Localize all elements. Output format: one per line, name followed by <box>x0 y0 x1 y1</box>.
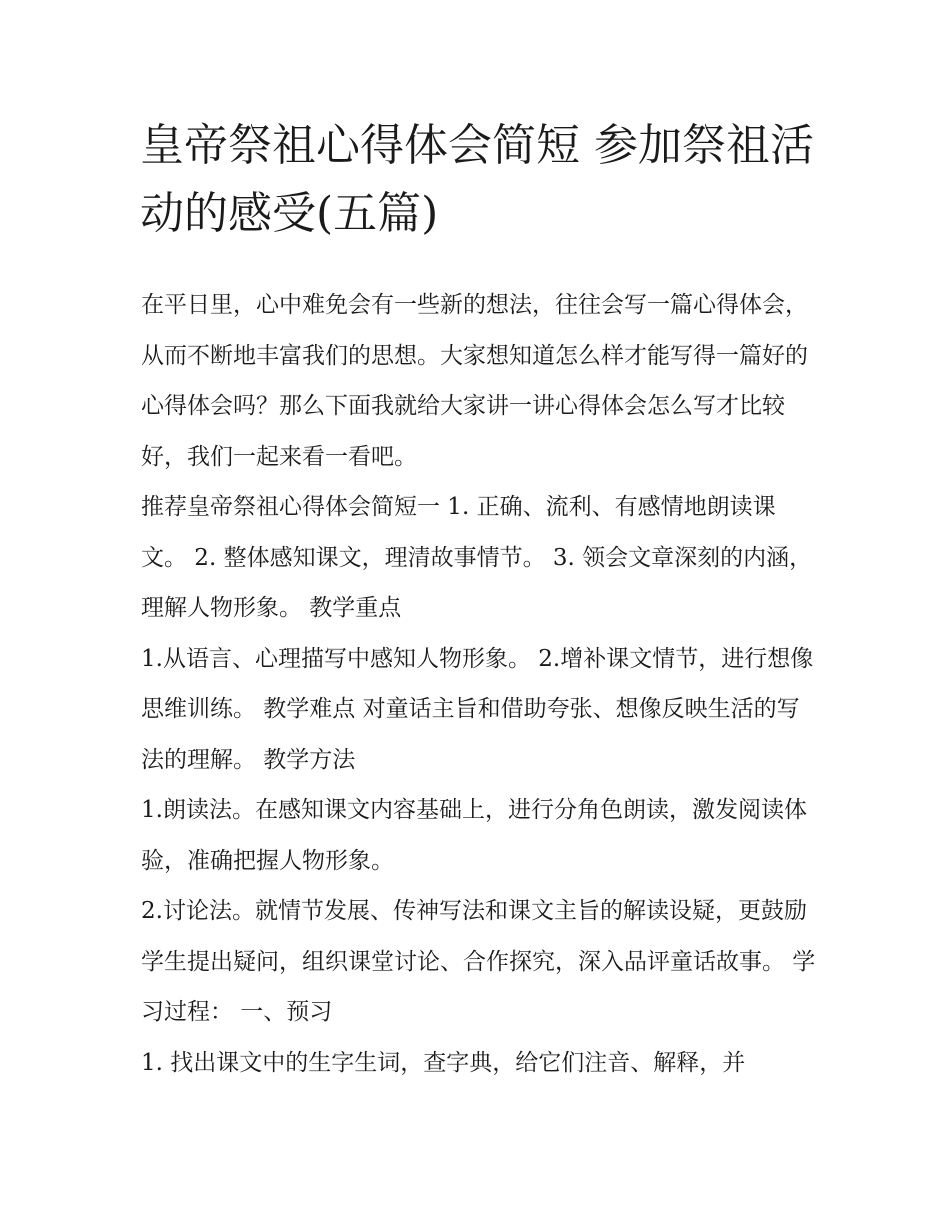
document-title: 皇帝祭祖心得体会简短 参加祭祖活动的感受(五篇) <box>140 120 814 239</box>
paragraph-preview-step: 1. 找出课文中的生字生词，查字典，给它们注音、解释，并 <box>141 1049 746 1076</box>
paragraph-method-reading: 1.朗读法。在感知课文内容基础上，进行分角色朗读，激发阅读体验，准确把握人物形象。 <box>141 797 807 874</box>
paragraph-intro: 在平日里，心中难免会有一些新的想法，往往会写一篇心得体会，从而不断地丰富我们的思想。大家想知道怎么样才能写得一篇好的心得体会吗？那么下面我就给大家讲一讲心得体会怎么写才比较好，我们一起来看一看吧。 <box>141 292 808 470</box>
paragraph-method-discussion: 2.讨论法。就情节发展、传神写法和课文主旨的解读设疑，更鼓励学生提出疑问，组织课堂讨论、合作探究，深入品评童话故事。 学习过程： 一、预习 <box>141 898 816 1025</box>
paragraph-objectives: 推荐皇帝祭祖心得体会简短一 1. 正确、流利、有感情地朗读课文。 2. 整体感知课文，理清故事情节。 3. 领会文章深刻的内涵，理解人物形象。 教学重点 <box>141 494 813 621</box>
paragraph-key-points: 1.从语言、心理描写中感知人物形象。 2.增补课文情节，进行想像思维训练。 教学难点 对童话主旨和借助夸张、想像反映生活的写法的理解。 教学方法 <box>141 645 814 773</box>
document-body <box>141 280 821 1088</box>
